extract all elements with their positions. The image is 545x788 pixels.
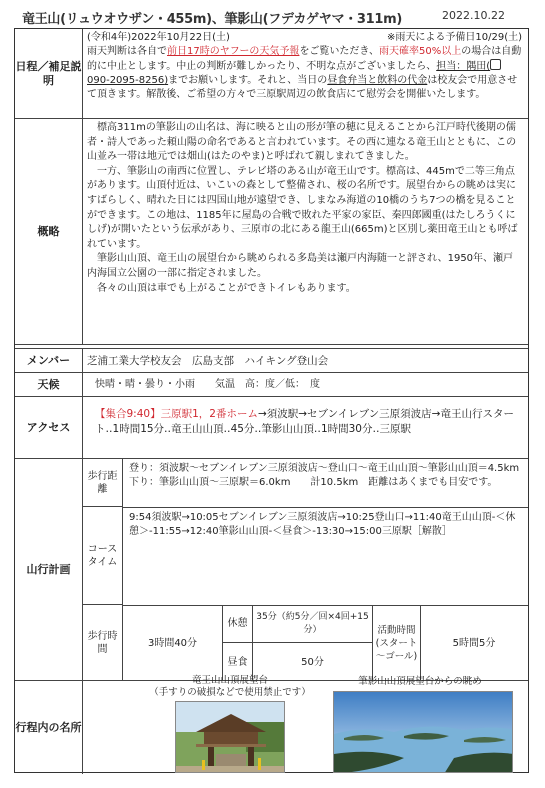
observatory-photo [175, 701, 285, 773]
weather-value: 快晴・晴・曇り・小雨 気温 高：度／低： 度 [95, 379, 320, 390]
contact-phone: 090-2095-8256 [87, 75, 165, 86]
access-content [95, 407, 518, 437]
active-label: 活動時間(スタート～ゴール) [373, 605, 421, 681]
meeting-point: 【集合9:40】三原駅1，2番ホーム [95, 408, 258, 420]
walk-label: 歩行時間 [83, 605, 123, 681]
members-row [15, 349, 528, 373]
schedule-sheet [14, 28, 529, 773]
photo2-caption: 筆影山山頂展望台からの眺め [358, 676, 482, 687]
access-route: →須波駅→セブンイレブン三原須波店→竜王山行スタート‥1時間15分‥竜王山山頂‥45分‥筆影山山頂‥1時間30分‥三原駅 [95, 408, 514, 435]
page-title: 竜王山(リュウオウザン・455m)、筆影山(フデカゲヤマ・311m) [22, 12, 403, 27]
photo1-caption: 竜王山山頂展望台 （手すりの破損などで使用禁止です） [149, 675, 311, 698]
lunch-value: 50分 [253, 643, 373, 681]
observatory-illustration [176, 702, 285, 773]
places-label: 行程内の名所 [15, 681, 83, 774]
course-label: コースタイム [83, 507, 123, 605]
lunch-label: 昼食 [223, 643, 253, 681]
distance-value: 登り：須波駅～セブンイレブン三原須波店～登山口～竜王山山頂～筆影山山頂＝4.5km 下り：筆影山山頂～三原駅＝6.0km 計10.5km 距離はあくまでも目安です。 [129, 463, 530, 488]
after-party-note: 解散後、ご希望の方々で三原駅周辺の飲食店にて慰労会を開催いたします。 [146, 89, 486, 100]
access-row [15, 397, 528, 459]
distance-label: 歩行距離 [83, 459, 123, 507]
plan-row [15, 459, 528, 681]
overview-content [87, 121, 522, 296]
overview-label: 概略 [15, 119, 83, 344]
active-value: 5時間5分 [452, 637, 496, 649]
weather-label: 天候 [15, 373, 83, 396]
sea-view-photo [333, 691, 513, 773]
overview-paragraph: 標高311mの筆影山の山名は、海に映ると山の形が筆の穂に見えることから江戸時代後期の儒者・詩人であった頼山陽の命名であると言われています。その西に連なる竜王山とともに、この山並み一帯は地元では畑山(はたのやま)と呼ばれて親しまれてきました。 [87, 122, 517, 163]
schedule-notes: 雨天判断は各自で前日17時のヤフーの天気予報をご覧いただき、雨天確率50%以上の場合は自動的に中止とします。中止の判断が難しかったり、不明な点がございましたら、担当：隅田(090-2095-8256)までお願いします。それと、当日の昼食弁当と飲料の代金は校友会で用意させて頂きます。解散後、ご希望の方々で三原駅周辺の飲食店にて慰労会を開催いたします。 [87, 46, 522, 100]
forecast-rule: 前日17時のヤフーの天気予報 [167, 46, 300, 57]
rain-date: ※雨天による予備日10/29(土) [387, 32, 522, 43]
weather-row [15, 373, 528, 397]
document-date: 2022.10.22 [442, 9, 505, 22]
header [0, 0, 545, 30]
members-label: メンバー [15, 349, 83, 372]
contact-person: 担当：隅田( [436, 61, 491, 72]
sea-view-illustration [334, 692, 513, 773]
access-label: アクセス [15, 397, 83, 458]
course-value: 9:54須波駅→10:05セブンイレブン三原須波店→10:25登山口→11:40竜王山山頂-＜休憩＞-11:55→12:40筆影山山頂-＜昼食＞-13:30→15:00三原駅［解散］ [129, 512, 516, 537]
places-row [15, 675, 528, 774]
phone-icon [490, 59, 501, 70]
lunch-note: 昼食弁当と飲料の代金 [327, 75, 428, 86]
rest-value: 35分（約5分／回×4回+15分） [253, 605, 373, 643]
rest-label: 休憩 [223, 605, 253, 643]
walk-value: 3時間40分 [123, 605, 223, 681]
overview-paragraph: 一方、筆影山の南西に位置し、テレビ塔のある山が竜王山です。標高は、445mで二等三角点があります。山頂付近は、いこいの森として整備され、桜の名所です。展望台からの眺めは実にすばらしく、晴れた日には四国山地が遠望でき、しまなみ海道の10橋のうち7つの橋を見ることができます。この地は、1185年に屋島の合戦で敗れた平家の家臣、秦四郎國重(はたしろうくにしげ)が開いたという伝承があり、三原市の北にある龍王山(665m)と区別し薬田竜王山とも呼ばれています。 [87, 165, 518, 250]
members-value: 芝浦工業大学校友会 広島支部 ハイキング登山会 [87, 355, 329, 367]
overview-paragraph: 各々の山頂は車でも上がることができトイレもあります。 [97, 282, 356, 294]
overview-row [15, 119, 528, 345]
rain-threshold: 雨天確率50%以上 [379, 46, 462, 57]
schedule-content [87, 31, 522, 102]
plan-label: 山行計画 [15, 459, 83, 680]
schedule-label: 日程／補足説明 [15, 29, 83, 118]
hike-date: (令和4年)2022年10月22日(土) [87, 32, 230, 43]
divider [123, 507, 528, 508]
overview-paragraph: 筆影山山頂、竜王山の展望台から眺められる多島美は瀬戸内海随一と評され、1950年、瀬戸内海国立公園の一部に指定されました。 [87, 253, 514, 279]
schedule-row [15, 29, 528, 119]
